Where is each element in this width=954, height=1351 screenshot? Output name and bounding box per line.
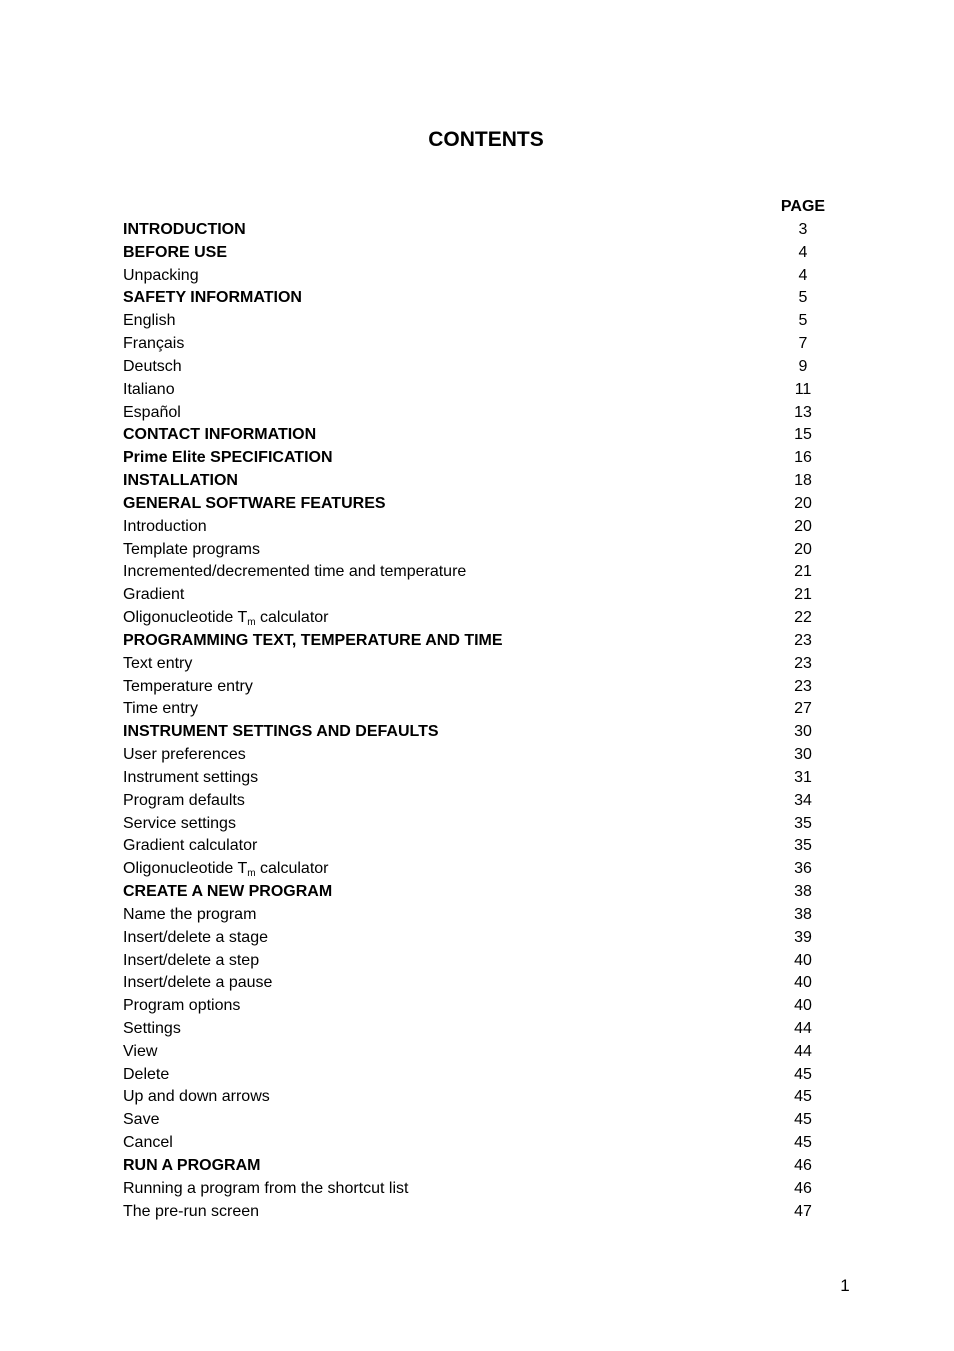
toc-entry-text: Settings [123, 1019, 181, 1037]
toc-entry-text: Text entry [123, 654, 193, 672]
toc-section-heading [123, 721, 863, 744]
toc-entry-label [123, 1109, 159, 1131]
toc-entry-label [123, 813, 236, 835]
toc-entry-text: Name the program [123, 905, 257, 923]
toc-entry [123, 1178, 863, 1201]
toc-section-heading [123, 447, 863, 470]
toc-entry-page-number: 15 [794, 426, 812, 444]
toc-entry-page-number: 40 [794, 951, 812, 969]
toc-section-heading [123, 470, 863, 493]
toc-entry-text: Template programs [123, 540, 260, 558]
toc-entry [123, 1201, 863, 1224]
toc-entry-label [123, 1155, 260, 1177]
toc-entry-text: BEFORE USE [123, 243, 228, 261]
toc-entry-label [123, 995, 240, 1017]
toc-entry-page-number: 44 [794, 1042, 812, 1060]
toc-section-heading [123, 287, 863, 310]
toc-entry [123, 1041, 863, 1064]
toc-entry-page-number: 23 [794, 677, 812, 695]
toc-entry-label [123, 927, 268, 949]
toc-entry-label [123, 287, 302, 309]
toc-entry-subscript: m [247, 617, 256, 629]
toc-section-heading [123, 881, 863, 904]
toc-entry-page-number: 40 [794, 974, 812, 992]
toc-entry-label [123, 1018, 181, 1040]
toc-entry-text: Delete [123, 1065, 170, 1083]
toc-entry [123, 858, 863, 881]
toc-entry-text: Prime Elite SPECIFICATION [123, 449, 333, 467]
toc-entry-label [123, 402, 181, 424]
toc-entry-label [123, 447, 333, 469]
toc-entry-page-number: 22 [794, 609, 812, 627]
toc-entry-label [123, 333, 184, 355]
toc-entry-page-number: 45 [794, 1088, 812, 1106]
toc-entry-page-number: 30 [794, 746, 812, 764]
toc-entry [123, 1018, 863, 1041]
toc-entry-page-number: 40 [794, 997, 812, 1015]
toc-entry-label [123, 950, 259, 972]
toc-entry-text: Incremented/decremented time and temperature [123, 563, 467, 581]
toc-section-heading [123, 424, 863, 447]
toc-section-heading [123, 493, 863, 516]
toc-section-heading [123, 630, 863, 653]
toc-entry-label [123, 1178, 408, 1200]
toc-entry-label [123, 539, 260, 561]
toc-entry-label [123, 653, 192, 675]
toc-entry [123, 333, 863, 356]
toc-entry-text: PROGRAMMING TEXT, TEMPERATURE AND TIME [123, 631, 503, 649]
toc-entry-page-number: 13 [794, 403, 812, 421]
toc-entry-label [123, 265, 199, 287]
toc-entry-text: Time entry [123, 700, 198, 718]
toc-entry-label [123, 493, 386, 515]
toc-entry [123, 653, 863, 676]
toc-entry-text: RUN A PROGRAM [123, 1156, 261, 1174]
toc-entry-page-number: 36 [794, 860, 812, 878]
toc-entry-text: Insert/delete a step [123, 951, 260, 969]
toc-entry-text: Temperature entry [123, 677, 253, 695]
toc-entry-page-number: 20 [794, 517, 812, 535]
toc-entry-page-number: 21 [794, 563, 812, 581]
toc-entry-page-number: 11 [794, 380, 812, 398]
page-number: 1 [840, 1276, 850, 1295]
toc-section-heading [123, 1155, 863, 1178]
toc-entry-label [123, 424, 316, 446]
toc-entry-text: Gradient [123, 586, 185, 604]
toc-entry-text: INSTRUMENT SETTINGS AND DEFAULTS [123, 723, 439, 741]
toc-entry-page-number: 5 [798, 289, 808, 307]
toc-entry-label [123, 835, 257, 857]
toc-entry-page-number: 23 [794, 631, 812, 649]
toc-entry-text: Save [123, 1111, 160, 1129]
toc-entry-label [123, 972, 272, 994]
toc-entry [123, 584, 863, 607]
toc-entry-page-number: 20 [794, 494, 812, 512]
toc-entry-text: Oligonucleotide T [123, 609, 248, 627]
toc-entry-label [123, 1132, 173, 1154]
toc-entry-text: Gradient calculator [123, 837, 258, 855]
toc-entry-label [123, 310, 175, 332]
toc-entry-text: Oligonucleotide T [123, 860, 248, 878]
toc-entry-page-number: 7 [798, 335, 808, 353]
toc-entry-label [123, 881, 332, 903]
toc-entry-page-number: 16 [794, 449, 812, 467]
toc-entry-label [123, 219, 246, 241]
toc-entry-page-number: 39 [794, 928, 812, 946]
toc-entry-text: CREATE A NEW PROGRAM [123, 883, 333, 901]
toc-entry-page-number: 9 [798, 357, 808, 375]
toc-entry-text: Español [123, 403, 181, 421]
toc-entry-subscript: m [247, 868, 256, 880]
toc-entry-page-number: 4 [798, 243, 808, 261]
toc-entry-text: Running a program from the shortcut list [123, 1179, 409, 1197]
toc-entry-page-number: 3 [798, 221, 808, 238]
toc-entry-page-number: 23 [794, 654, 812, 672]
toc-entry-label [123, 767, 258, 789]
toc-entry-text: Cancel [123, 1134, 173, 1152]
toc-entry-text: Unpacking [123, 266, 199, 284]
toc-entry [123, 1109, 863, 1132]
toc-entry [123, 995, 863, 1018]
toc-entry [123, 561, 863, 584]
toc-entry-label [123, 1086, 270, 1108]
toc-entry-text: INTRODUCTION [123, 221, 246, 238]
toc-entry-page-number: 31 [794, 768, 812, 786]
toc-entry-page-number: 30 [794, 723, 812, 741]
toc-entry-text: Insert/delete a stage [123, 928, 268, 946]
toc-entry-page-number: 35 [794, 837, 812, 855]
toc-entry-page-number: 35 [794, 814, 812, 832]
toc-entry [123, 1132, 863, 1155]
toc-entry-text: Italiano [123, 380, 175, 398]
toc-entry-text: The pre-run screen [123, 1202, 260, 1220]
toc-entry-label [123, 561, 466, 583]
table-of-contents [123, 219, 863, 1223]
toc-entry-suffix: calculator [255, 609, 329, 627]
toc-section-heading [123, 242, 863, 265]
toc-entry-text: English [123, 312, 176, 330]
toc-entry [123, 698, 863, 721]
toc-entry-text: CONTACT INFORMATION [123, 426, 317, 444]
toc-entry-page-number: 47 [794, 1202, 812, 1220]
toc-entry-label [123, 698, 198, 720]
toc-entry-label [123, 1041, 157, 1063]
toc-entry-page-number: 45 [794, 1134, 812, 1152]
page-title: CONTENTS [428, 128, 544, 151]
toc-entry-page-number: 38 [794, 883, 812, 901]
toc-entry-page-number: 5 [798, 312, 808, 330]
toc-entry-label [123, 470, 238, 492]
toc-entry-page-number: 38 [794, 905, 812, 923]
toc-entry-page-number: 44 [794, 1019, 812, 1037]
toc-entry-label [123, 242, 227, 264]
toc-entry-text: Introduction [123, 517, 207, 535]
toc-entry [123, 539, 863, 562]
toc-entry-page-number: 27 [794, 700, 812, 718]
toc-entry-text: Service settings [123, 814, 236, 832]
toc-entry-label [123, 676, 253, 698]
toc-entry-label [123, 790, 245, 812]
toc-entry-text: Deutsch [123, 357, 182, 375]
toc-entry-label [123, 584, 184, 606]
toc-entry-label [123, 607, 329, 629]
toc-entry-label [123, 744, 246, 766]
toc-entry-text: GENERAL SOFTWARE FEATURES [123, 494, 386, 512]
toc-entry-text: INSTALLATION [123, 472, 238, 490]
toc-entry-label [123, 630, 503, 652]
toc-entry-label [123, 356, 182, 378]
toc-entry-text: View [123, 1042, 158, 1060]
toc-entry [123, 1064, 863, 1087]
toc-entry-page-number: 46 [794, 1156, 812, 1174]
page-column-header: PAGE [780, 198, 826, 215]
toc-entry [123, 790, 863, 813]
toc-entry-text: User preferences [123, 746, 246, 764]
toc-entry [123, 813, 863, 836]
toc-entry-text: Program defaults [123, 791, 245, 809]
toc-entry-label [123, 858, 329, 880]
toc-entry-label [123, 1201, 259, 1223]
toc-entry-text: Instrument settings [123, 768, 259, 786]
toc-entry [123, 676, 863, 699]
toc-entry-label [123, 721, 439, 743]
toc-section-heading [123, 219, 863, 242]
toc-entry [123, 1086, 863, 1109]
toc-entry [123, 265, 863, 288]
toc-entry [123, 607, 863, 630]
toc-entry [123, 516, 863, 539]
toc-entry [123, 379, 863, 402]
toc-entry [123, 356, 863, 379]
toc-entry-page-number: 46 [794, 1179, 812, 1197]
toc-entry-label [123, 516, 207, 538]
toc-entry-label [123, 1064, 169, 1086]
toc-entry-text: SAFETY INFORMATION [123, 289, 302, 307]
toc-entry-page-number: 18 [794, 472, 812, 490]
toc-entry-page-number: 20 [794, 540, 812, 558]
toc-entry [123, 950, 863, 973]
toc-entry [123, 310, 863, 333]
toc-entry-text: Français [123, 335, 185, 353]
toc-entry-text: Program options [123, 997, 241, 1015]
toc-entry-label [123, 904, 256, 926]
toc-entry [123, 767, 863, 790]
toc-entry [123, 927, 863, 950]
toc-entry-label [123, 379, 175, 401]
toc-entry [123, 744, 863, 767]
toc-entry [123, 972, 863, 995]
toc-entry-page-number: 45 [794, 1065, 812, 1083]
toc-entry-suffix: calculator [255, 860, 329, 878]
toc-entry [123, 835, 863, 858]
toc-entry-page-number: 34 [794, 791, 812, 809]
toc-entry-page-number: 45 [794, 1111, 812, 1129]
toc-entry-page-number: 21 [794, 586, 812, 604]
toc-entry-text: Up and down arrows [123, 1088, 270, 1106]
toc-entry [123, 904, 863, 927]
toc-entry [123, 402, 863, 425]
toc-entry-text: Insert/delete a pause [123, 974, 273, 992]
toc-entry-page-number: 4 [798, 266, 808, 284]
